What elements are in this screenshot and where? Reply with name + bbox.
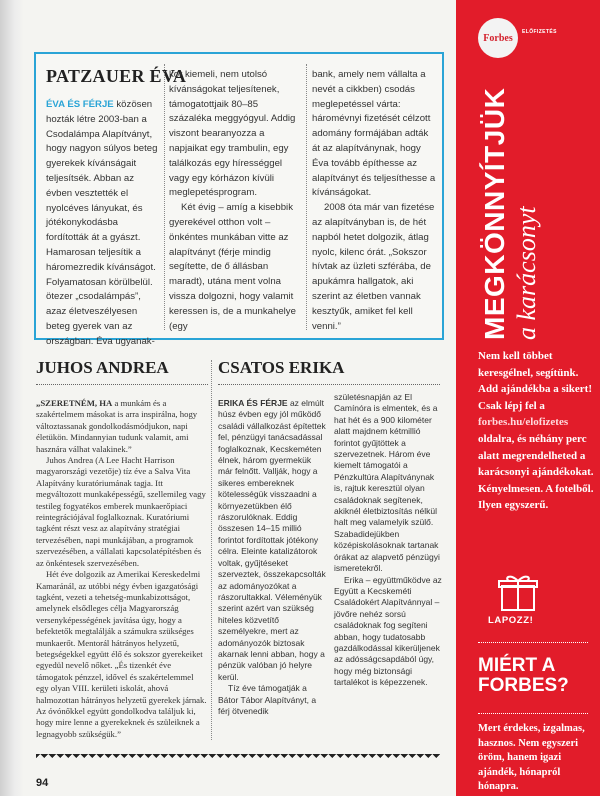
forbes-logo: Forbes <box>478 18 518 58</box>
gift-icon <box>496 572 540 612</box>
section-rule <box>478 713 588 714</box>
why-forbes-heading: MIÉRT A FORBES? <box>478 655 569 696</box>
article1-lead: „SZERETNÉM, HA <box>36 398 113 408</box>
ad-body-2: oldalra, és néhány perc alatt megrendelheted a karácsonyi ajándékokat. Kényelmesen. A fotelből. Ilyen egyszerű. <box>478 432 594 512</box>
box-col3-p2: 2008 óta már van fizetése az alapítványban is, de hét napból hetet dolgozik, átlag nyolc, kilenc órát. „Sokszor hívtak az üzleti szférába, de apukámra hallgatok, aki szerint az életben vannak kesztyűk, amiket fel kell venni.” <box>312 202 435 332</box>
why-forbes-text: Mert érdekes, izgalmas, hasznos. Nem egyszeri öröm, hanem igazi ajándék, hónapról hónapra. <box>478 723 585 793</box>
page-gutter-shadow <box>0 0 24 796</box>
article-csatos-column-1 <box>218 398 326 717</box>
headline-script: a karácsonyt <box>512 206 541 340</box>
decorative-zigzag-border <box>36 754 440 766</box>
article2-col2-p2: Erika – együttműködve az Együtt a Kecskeméti Családokért Alapítvánnyal – jövőre nehéz sorsú családoknak fog segíteni abban, hogy tudatosabb gazdálkodással kikerüljenek az adósságcsapdából úgy, hogy még biztonsági tartalékot is képezzenek. <box>334 574 442 688</box>
article1-p1: a munkám és a szakértelmem másokat is arra inspirálna, hogy változtassanak gondolkodásmódjukon, napi életükön. Mindannyian tudunk valamit, ami hasznára válhat valakinek.” <box>36 398 198 454</box>
box-title: PATZAUER ÉVA <box>46 66 187 86</box>
logo-subtitle: ELŐFIZETÉS <box>522 29 557 35</box>
box-col2-p1: kor kiemeli, nem utolsó kívánságokat teljesítenek, támogatottjaik 80–85 százaléka meggyógyul. Addig viszont bearanyozza a napjaikat egy trambulin, egy találkozás egy hírességgel vagy egy kórházon kívüli meglepetésprogram. <box>169 69 296 199</box>
feature-box-patzauer <box>34 52 444 347</box>
article2-col1-text: az elmúlt húsz évben egy jól működő családi vállalkozást építettek fel, pénzügyi tanácsadással foglalkoznak, Kecskeméten élnek, három gyermekük már felnőtt. Vallják, hogy a sikeres embereknek kötelességük visszaadni a környezetükben élő rászorulóknak. Eddig összesen 14–15 millió forintot fordítottak jótékony célra. Eleinte katalizátorok voltak, gyűjtéseket szerveztek, összekapcsolták az adományozókat a rászorultakkal. Véleményük szerint azért van szükség hiteles közvetítő személyekre, mert az adományozók biztosak akarnak lenni abban, hogy a pénzük valóban jó helyre kerül. <box>218 398 326 682</box>
box-column-2 <box>169 68 301 334</box>
section-rule <box>478 642 588 643</box>
title-rule <box>36 384 208 385</box>
box-column-1 <box>46 98 162 350</box>
turn-page-label: LAPOZZ! <box>488 615 534 626</box>
headline-main: MEGKÖNNYÍTJÜK <box>479 87 510 340</box>
box-col3-p1: bank, amely nem vállalta a nevét a cikkben) csodás meglepetéssel várta: háromévnyi fizetését célzott adomány formájában adták át az alapítványnak, hogy Éva tovább építhesse az alapítványt és teljesíthesse a kívánságokat. <box>312 69 436 199</box>
box-col1-text: közösen hozták létre 2003-ban a Csodalámpa Alapítványt, hogy nagyon súlyos beteg gyerekek kívánságait teljesítsék. Abban az évben vesztették el nyolcéves lányukat, és jótékonykodásba fordították át a gyászt. Hamarosan teljesítik a háromezredik kívánságot. Folyamatosan körülbelül. ötezer „csodalámpás”, azaz életveszélyesen beteg gyerek van az országban. Éva ugyanak- <box>46 99 158 347</box>
column-divider <box>306 64 307 330</box>
article-title-juhos: JUHOS ANDREA <box>36 358 169 377</box>
article1-p2: Juhos Andrea (A Lee Hacht Harrison magyarországi vezetője) tíz éve a Salva Vita Alapítvány kuratóriumának tagja. Itt megváltozott munkaképességű, szellemileg vagy testileg fogyatékos emberek munkaerőpiaci reintegrációjával foglalkoznak. Kuratóriumi tagként részt vesz az alapítvány stratégiai tervezésében, napi munkájában, a programok szervezésében, a vállalati kapcsolatépítésben és az önkéntesek szervezésében. <box>36 455 206 568</box>
article-title-csatos: CSATOS ERIKA <box>218 358 345 377</box>
subscription-ad-sidebar <box>456 0 600 796</box>
ad-body-1: Nem kell többet keresgélnel, segítünk. Add ajándékba a sikert! Csak lépj fel a <box>478 350 592 412</box>
vertical-headline <box>478 60 550 340</box>
page-number: 94 <box>36 777 49 789</box>
column-divider <box>164 64 165 330</box>
article-divider <box>211 360 212 740</box>
subscription-link[interactable]: forbes.hu/elofizetes <box>478 416 569 429</box>
ad-body-text <box>478 348 596 514</box>
box-lead-text: ÉVA ÉS FÉRJE <box>46 99 114 110</box>
article2-col2-p1: születésnapján az El Camínóra is elmentek, és a hat hét és a 900 kilométer alatt majdnem kétmillió forintot gyűjtöttek a szervezetnek. Három éve kiemelt támogatói a Pénzkultúra Alapítványnak is, rajtuk keresztül olyan családoknak segítenek, akiknél életbiztosítás nélkül halt meg valamelyik szülő. Szabadidejükben középiskolásoknak tartanak órákat az alapvető pénzügyi ismeretekről. <box>334 392 440 574</box>
article2-col1-p2: Tíz éve támogatják a Bátor Tábor Alapítványt, a férj ötvenedik <box>218 683 317 716</box>
box-column-3 <box>312 68 438 334</box>
title-rule <box>218 384 440 385</box>
article2-lead: ERIKA ÉS FÉRJE <box>218 398 288 408</box>
article-csatos-column-2 <box>334 392 444 689</box>
box-col2-p2: Két évig – amíg a kisebbik gyerekével otthon volt – önkéntes munkában vitte az alapítványt (férje mindig segítette, de ő állásban maradt), utána ment volna vissza dolgozni, hogy valamit keressen is, de a munkahelye (egy <box>169 202 296 332</box>
article1-p3: Hét éve dolgozik az Amerikai Kereskedelmi Kamaránál, az utóbbi négy évben igazgatósági tagként, vezeti a tehetség-munkabizottságot, amelynek elsődleges célja Magyarország versenyképességének javítása úgy, hogy a befektetők megtalálják a számukra szükséges munkaerőt. Mentorál hátrányos helyzetű, betegségekkel együtt élő és sokszor gyerekeiket egyedül nevelő nőket. „És tizenkét éve támogatok pénzzel, idővel és szakértelemmel egy olyan VIII. kerületi iskolát, ahová halmozottan hátrányos helyzetű gyerekek járnak. Az óvónőkkel együtt gondolkodva találjuk ki, hogy mire lenne a gyerekeknek és szüleiknek a legnagyobb szükségük.” <box>36 569 207 739</box>
article-juhos-body <box>36 398 208 740</box>
